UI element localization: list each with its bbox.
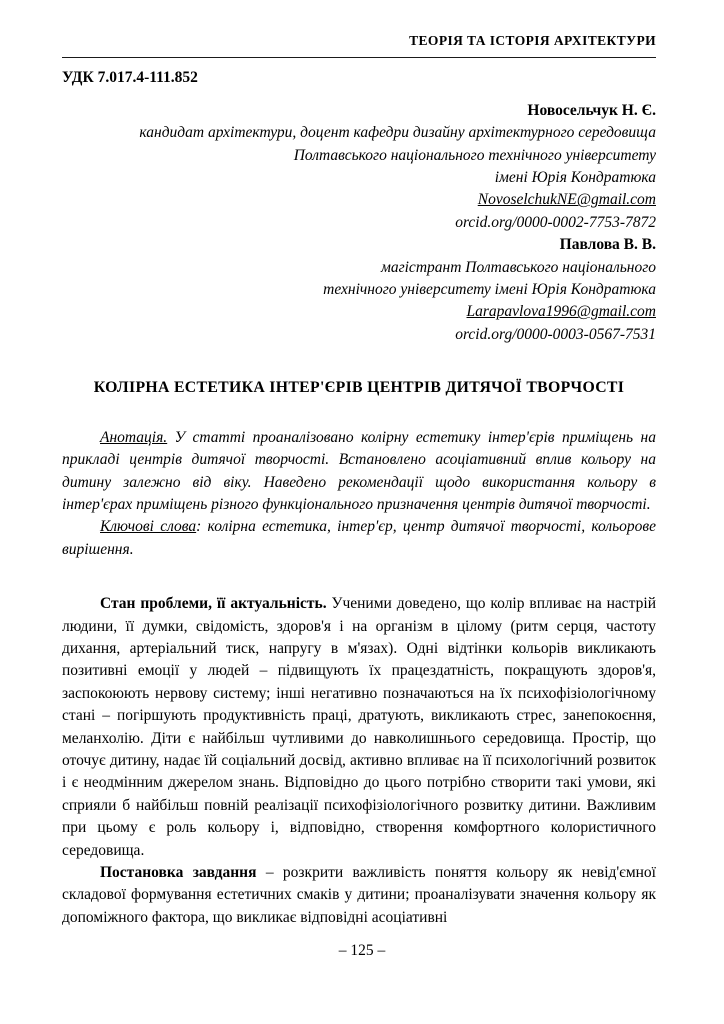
- abstract-label: Анотація.: [100, 428, 168, 446]
- abstract-paragraph: [62, 427, 656, 517]
- author-name: Новосельчук Н. Є.: [527, 101, 656, 119]
- author-orcid: orcid.org/0000-0002-7753-7872: [455, 213, 656, 231]
- author-affiliation-line: технічного університету імені Юрія Кондратюка: [323, 281, 656, 299]
- running-head-title: ТЕОРІЯ ТА ІСТОРІЯ АРХІТЕКТУРИ: [409, 33, 656, 48]
- keywords-text: : колірна естетика, інтер'єр, центр дитячої творчості, кольорове вирішення.: [62, 518, 657, 558]
- author-affiliation-line: кандидат архітектури, доцент кафедри дизайну архітектурного середовища: [139, 124, 656, 142]
- body-paragraph: [62, 593, 656, 862]
- author-block: [62, 100, 656, 346]
- body-paragraph: [62, 862, 656, 929]
- author-name: Павлова В. В.: [559, 236, 656, 254]
- author-orcid: orcid.org/0000-0003-0567-7531: [455, 325, 656, 343]
- running-head: [62, 30, 656, 58]
- author-affiliation-line: імені Юрія Кондратюка: [494, 169, 656, 187]
- paragraph-text: – розкрити важливість поняття кольору як невід'ємної складової формування естетичних смаків у дитини; проаналізувати значення кольору як допоміжного фактора, що викликає відповідні асоціативні: [62, 864, 656, 926]
- abstract-text: У статті проаналізовано колірну естетику інтер'єрів приміщень на прикладі центрів дитячої творчості. Встановлено асоціативний вплив кольору на дитину залежно від віку. Наведено рекомендації щодо використання кольору в інтер'єрах приміщень різного функціонального призначення центрів дитячої творчості.: [62, 428, 656, 513]
- paragraph-text: Ученими доведено, що колір впливає на настрій людини, її думки, свідомість, здоров'я і на організм в цілому (ритм серця, частоту дихання, артеріальний тиск, напругу в м'язах). Одні відтінки кольорів викликають позитивні емоції у людей – підвищують їх працездатність, покращують здоров'я, заспокоюють нервову систему; інші негативно позначаються на їх психофізіологічному стані – погіршують продуктивність праці, дратують, викликають стрес, занепокоєння, меланхолію. Діти є найбільш чутливими до навколишнього середовища. Простір, що оточує дитину, надає їй соціальний досвід, активно впливає на її психологічний розвиток і є неодмінним джерелом знань. Відповідно до цього потрібно створити такі умови, які сприяли б найбільш повній реалізації психофізіологічного розвитку дитини. Важливим при цьому є роль кольору і, відповідно, створення комфортного колористичного середовища.: [62, 595, 656, 859]
- page-number: – 125 –: [338, 941, 386, 959]
- article-title: КОЛІРНА ЕСТЕТИКА ІНТЕР'ЄРІВ ЦЕНТРІВ ДИТЯЧОЇ ТВОРЧОСТІ: [93, 379, 625, 397]
- author-email-link[interactable]: Larapavlova1996@gmail.com: [466, 303, 656, 321]
- keywords-label: Ключові слова: [100, 518, 197, 536]
- udc-code: УДК 7.017.4-111.852: [62, 69, 198, 87]
- author-affiliation-line: магістрант Полтавського національного: [380, 258, 656, 276]
- keywords-paragraph: [62, 516, 656, 561]
- author-affiliation-line: Полтавського національного технічного університету: [293, 146, 656, 164]
- paragraph-lead: Стан проблеми, її актуальність.: [100, 595, 327, 613]
- author-email-link[interactable]: NovoselchukNE@gmail.com: [477, 191, 656, 209]
- paragraph-lead: Постановка завдання: [100, 864, 257, 881]
